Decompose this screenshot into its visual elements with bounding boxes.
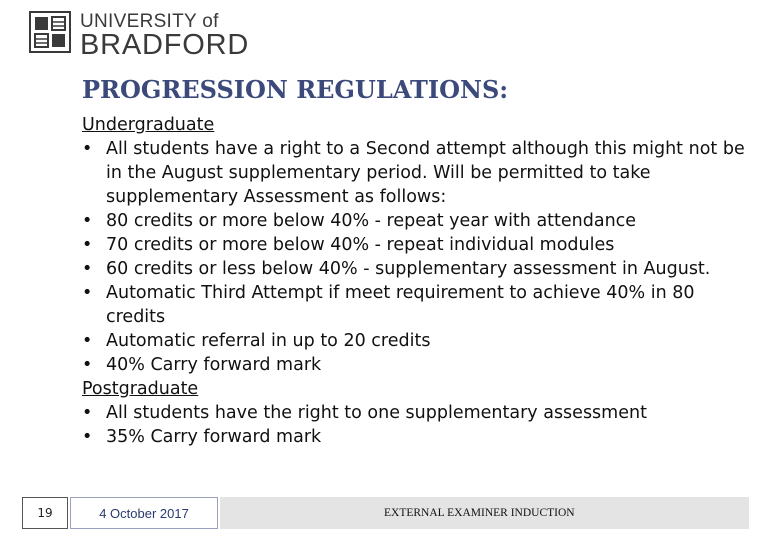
list-item: • Automatic referral in up to 20 credits: [82, 329, 752, 353]
logo-university-of: UNIVERSITY of: [80, 11, 219, 32]
list-item: • 35% Carry forward mark: [82, 425, 752, 449]
undergraduate-list: [82, 137, 752, 377]
footer-date: 4 October 2017: [70, 497, 218, 529]
list-item: • All students have a right to a Second attempt although this might not be in the August supplementary period. Will be permitted to take supplementary Assessment as follows:: [82, 137, 752, 209]
slide-content: [82, 113, 752, 449]
university-crest-icon: [28, 10, 72, 54]
list-item: • All students have the right to one supplementary assessment: [82, 401, 752, 425]
slide-footer: [22, 497, 749, 529]
footer-text: EXTERNAL EXAMINER INDUCTION: [384, 507, 575, 519]
postgraduate-heading: Postgraduate: [82, 379, 199, 399]
page-number: 19: [22, 497, 68, 529]
postgraduate-list: [82, 401, 752, 449]
list-item: • 40% Carry forward mark: [82, 353, 752, 377]
university-logo: [28, 8, 258, 61]
list-item: • Automatic Third Attempt if meet requirement to achieve 40% in 80 credits: [82, 281, 752, 329]
list-item: • 60 credits or less below 40% - supplementary assessment in August.: [82, 257, 752, 281]
slide-title: PROGRESSION REGULATIONS:: [82, 75, 509, 104]
list-item: • 80 credits or more below 40% - repeat year with attendance: [82, 209, 752, 233]
logo-bradford: BRADFORD: [80, 29, 250, 61]
list-item: • 70 credits or more below 40% - repeat individual modules: [82, 233, 752, 257]
undergraduate-heading: Undergraduate: [82, 115, 215, 135]
